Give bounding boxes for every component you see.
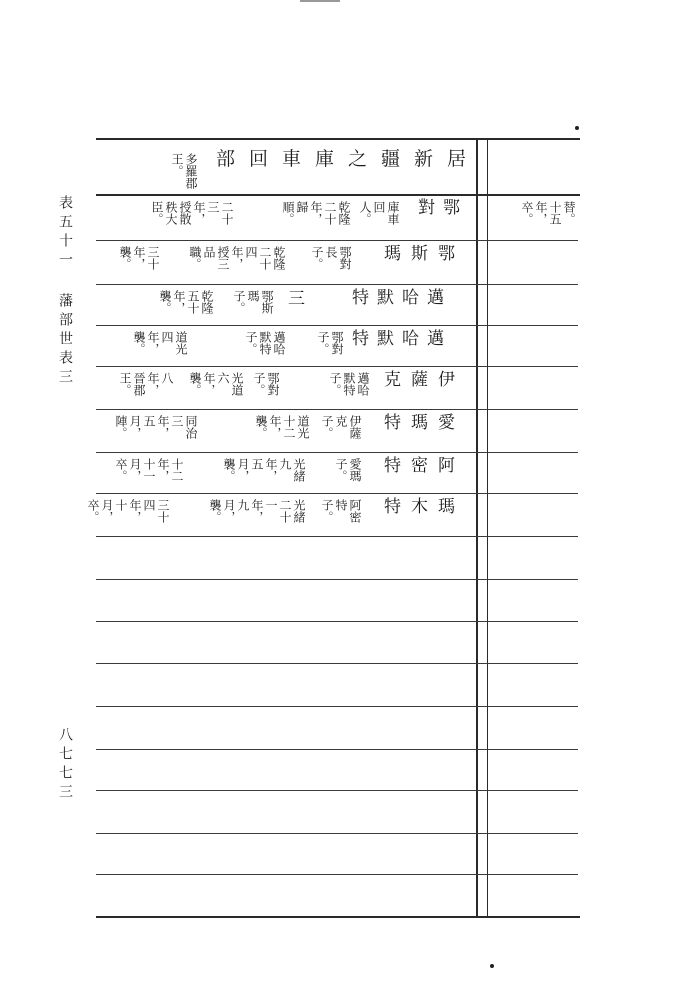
column-divider-inner xyxy=(487,138,488,918)
row-cell: 光緒九年，五月，襲。 xyxy=(222,458,306,482)
row-cell: 鄂對子。 xyxy=(316,331,344,355)
row-name: 鄂對 xyxy=(418,198,468,218)
row-rule xyxy=(96,790,578,791)
row-name: 愛瑪特 xyxy=(384,413,465,433)
margin-page-number: 八七七三 xyxy=(57,727,73,803)
row-cell: 阿密特子。 xyxy=(320,499,362,523)
row-rule xyxy=(96,579,578,580)
header-bottom-rule xyxy=(96,194,580,196)
row-rule xyxy=(96,706,578,707)
row-cell: 邁哈默特子。 xyxy=(244,331,286,355)
row-rule xyxy=(96,663,578,664)
row-rule xyxy=(96,621,578,622)
row-cell: 邁哈默特子。 xyxy=(328,372,370,396)
row-rule xyxy=(96,874,578,875)
table-top-rule xyxy=(96,138,580,140)
row-name: 瑪木特 xyxy=(384,497,465,517)
row-cell: 鄂斯瑪子。 xyxy=(232,290,274,314)
row-name: 邁哈默特 xyxy=(352,288,452,308)
row-rule xyxy=(96,409,578,410)
header-rank-title: 多羅郡王。 xyxy=(170,153,198,189)
header-title: 居新疆之庫車回部 xyxy=(216,148,481,170)
row-rule xyxy=(96,536,578,537)
row-cell: 八年，晉郡王。 xyxy=(118,372,174,396)
row-rule xyxy=(96,493,578,494)
row-rule xyxy=(96,833,578,834)
row-rule xyxy=(96,284,578,285)
row-rule xyxy=(96,749,578,750)
row-cell: 乾隆二十四年，授三品職。 xyxy=(188,246,286,270)
column-divider xyxy=(476,138,478,918)
row-rule xyxy=(96,452,578,453)
row-name: 邁哈默特 xyxy=(352,329,452,349)
row-cell: 乾隆二十年，歸順。 xyxy=(281,201,351,225)
row-cell: 鄂對長子。 xyxy=(310,246,352,270)
row-cell: 道光四年，襲。 xyxy=(132,331,188,355)
row-rule xyxy=(96,325,578,326)
row-cell: 鄂對子。 xyxy=(252,372,280,396)
ink-dot xyxy=(490,964,494,968)
row-cell: 三十年，襲。 xyxy=(118,246,160,270)
row-cell: 光道六年，襲。 xyxy=(188,372,244,396)
row-cell: 光緒二十一年，九月，襲。 xyxy=(208,499,306,523)
row-rule xyxy=(96,240,578,241)
row-cell: 伊薩克子。 xyxy=(320,415,362,439)
scan-edge-mark xyxy=(300,0,340,2)
margin-section-title: 藩部世表三 xyxy=(57,293,73,388)
row-cell: 庫車回人。 xyxy=(358,201,400,225)
table-bottom-rule xyxy=(96,916,580,918)
margin-table-number: 表五十一 xyxy=(57,195,73,271)
row-rule xyxy=(96,366,578,367)
row-name: 阿密特 xyxy=(384,456,465,476)
row-cell: 乾隆五十年，襲。 xyxy=(158,290,214,314)
row-cell: 同治三年，五月，陣。 xyxy=(114,415,198,439)
row-cell: 三 xyxy=(288,289,305,309)
row-cell: 道光十二年，襲。 xyxy=(254,415,310,439)
row-cell: 愛瑪子。 xyxy=(334,458,362,482)
row-name: 伊薩克 xyxy=(384,370,465,390)
row-cell: 二十三年，授散秩大臣。 xyxy=(150,201,234,225)
row-cell: 三十四年，十月，卒。 xyxy=(86,499,170,523)
row-right-note: 替。十五年，卒。 xyxy=(520,201,576,225)
ink-dot xyxy=(575,126,579,130)
row-cell: 十二年，十一月，卒。 xyxy=(114,458,184,482)
row-name: 鄂斯瑪 xyxy=(384,244,465,264)
